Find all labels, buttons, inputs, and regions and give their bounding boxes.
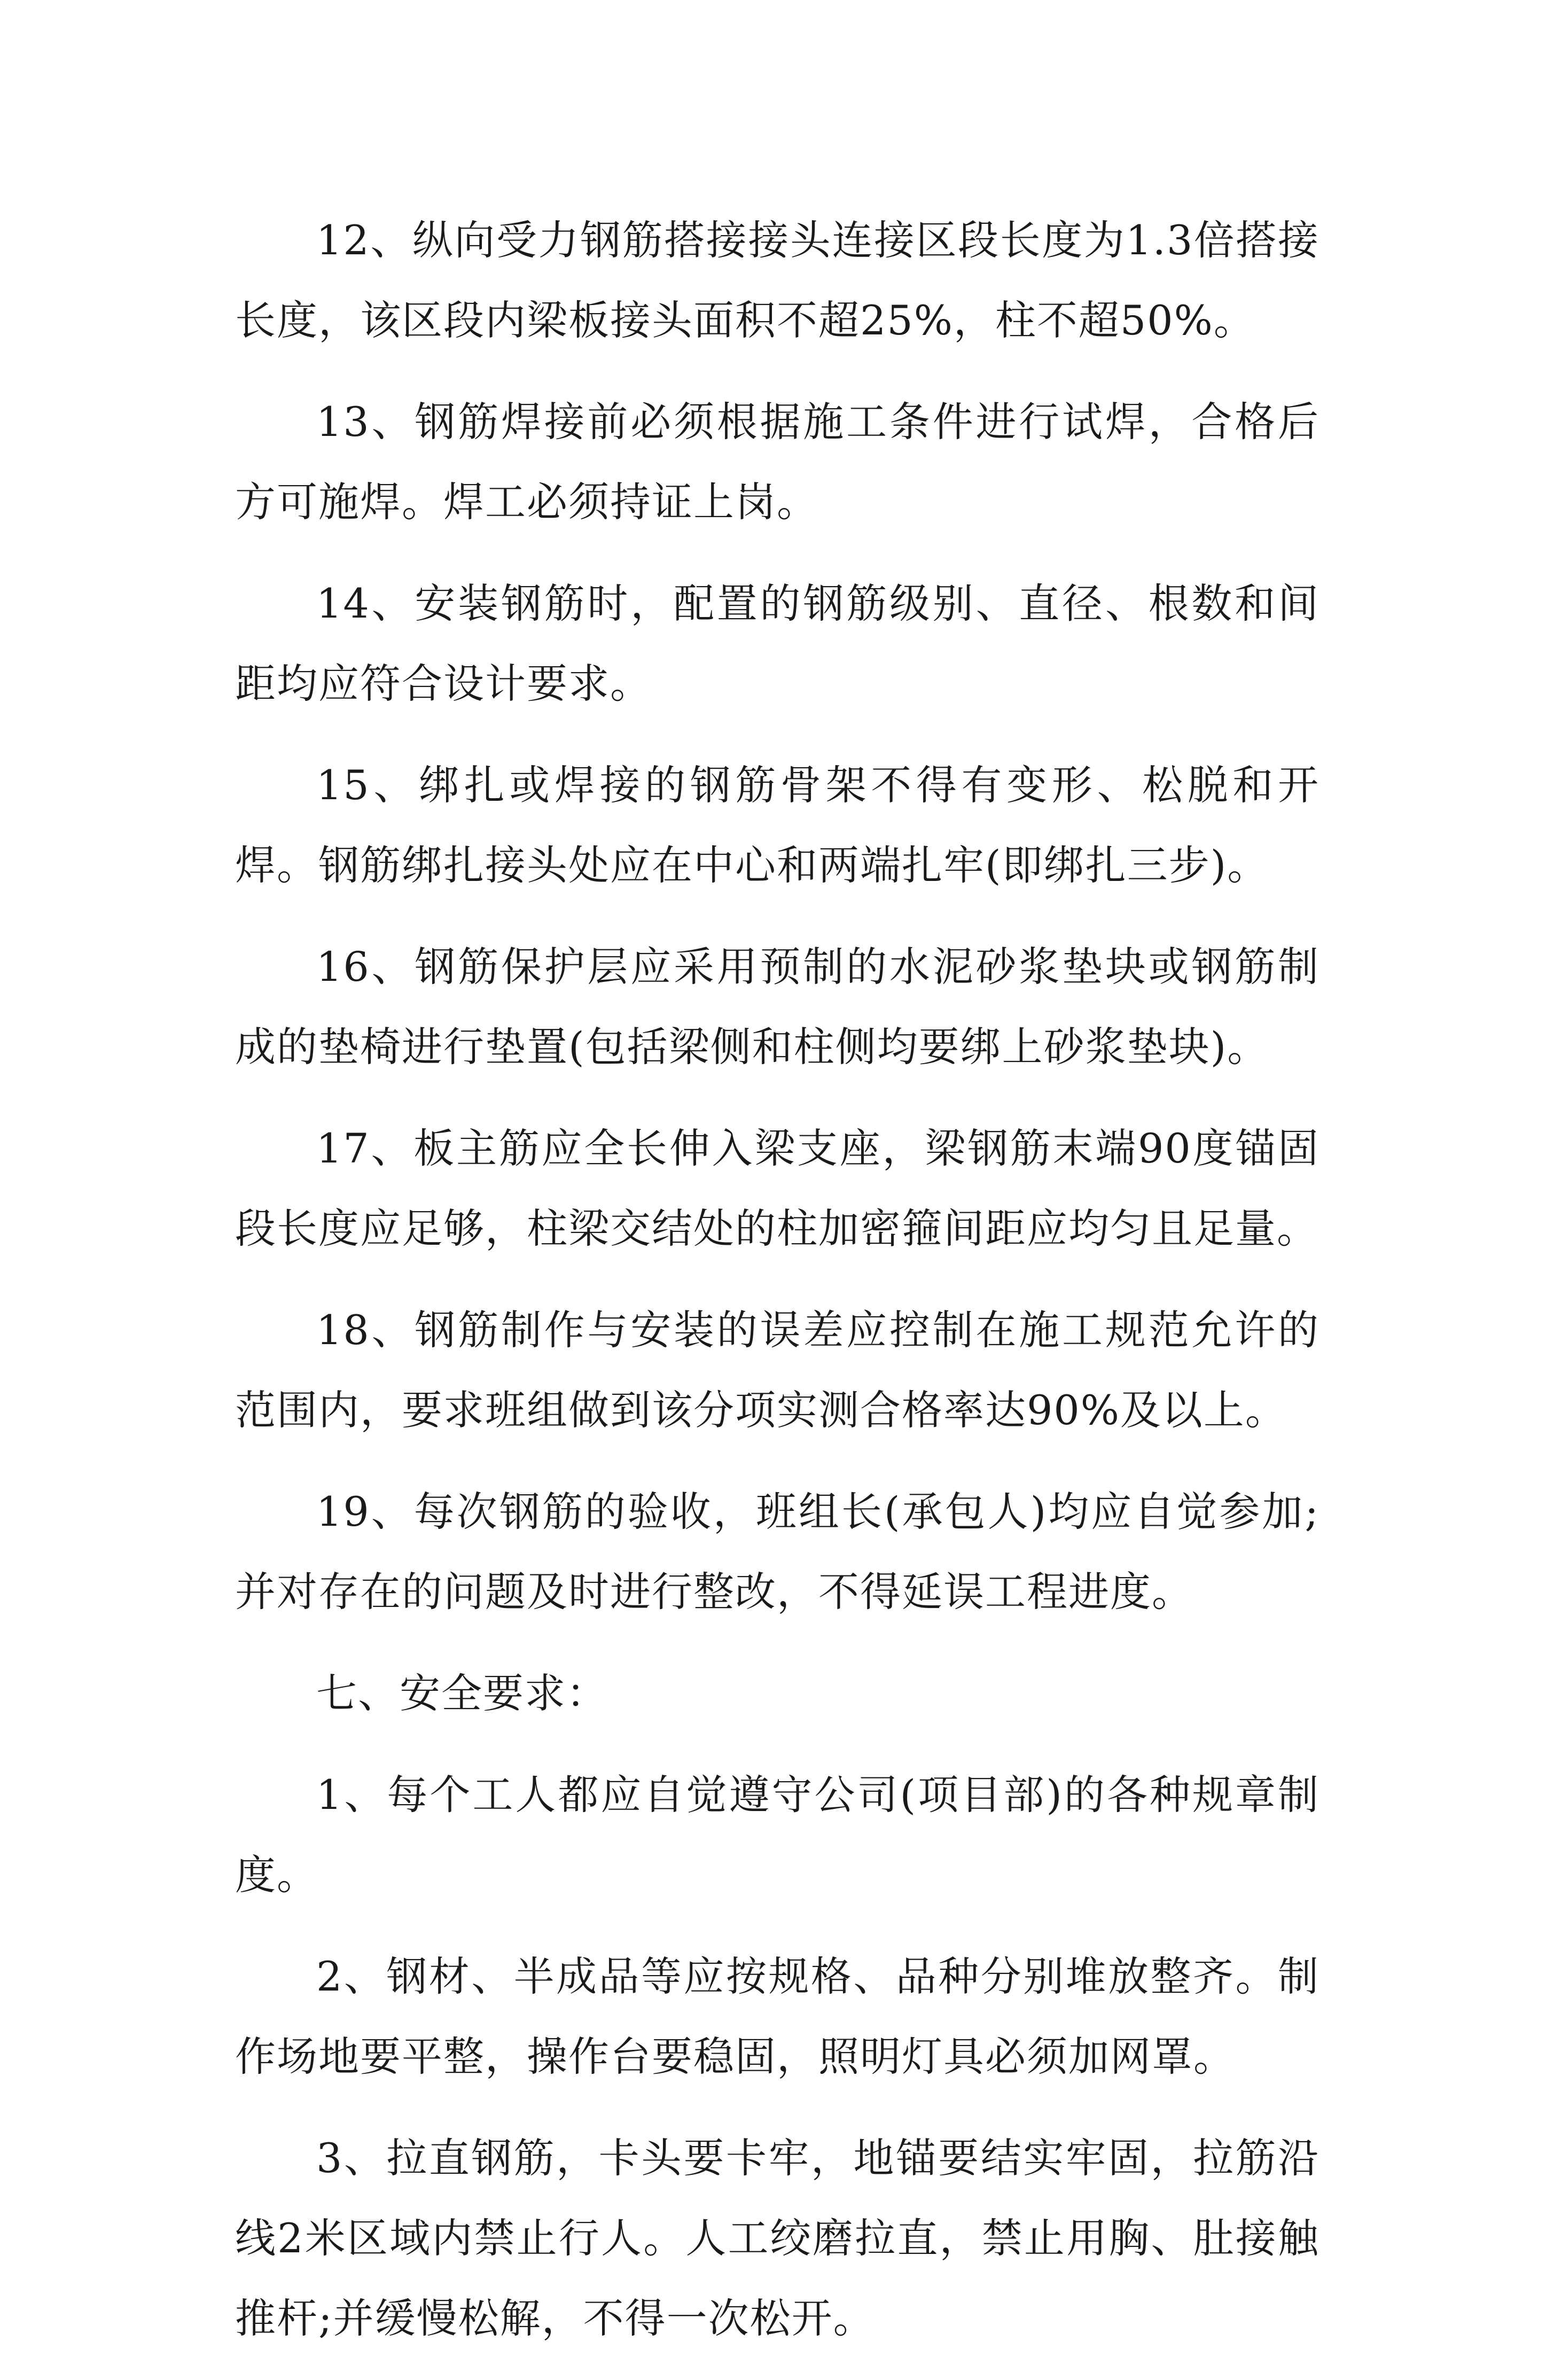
paragraph-18-tolerance: 18、钢筋制作与安装的误差应控制在施工规范允许的范围内，要求班组做到该分项实测合格率达90%及以上。 (235, 1306, 1319, 1434)
safety-item-1: 1、每个工人都应自觉遵守公司(项目部)的各种规章制度。 (235, 1771, 1319, 1899)
paragraph-14-installation: 14、安装钢筋时，配置的钢筋级别、直径、根数和间距均应符合设计要求。 (235, 580, 1319, 707)
safety-item-3: 3、拉直钢筋，卡头要卡牢，地锚要结实牢固，拉筋沿线2米区域内禁止行人。人工绞磨拉直，禁止用胸、肚接触推杆;并缓慢松解，不得一次松开。 (235, 2134, 1319, 2342)
document-body (235, 200, 1319, 2380)
paragraph-12-lap-splice: 12、纵向受力钢筋搭接接头连接区段长度为1.3倍搭接长度，该区段内梁板接头面积不超25%，柱不超50%。 (235, 216, 1319, 344)
paragraph-13-welding: 13、钢筋焊接前必须根据施工条件进行试焊，合格后方可施焊。焊工必须持证上岗。 (235, 398, 1319, 526)
paragraph-19-acceptance: 19、每次钢筋的验收，班组长(承包人)均应自觉参加;并对存在的问题及时进行整改，不得延误工程进度。 (235, 1488, 1319, 1616)
section-heading-safety: 七、安全要求： (316, 1669, 608, 1717)
paragraph-17-main-bars: 17、板主筋应全长伸入梁支座，梁钢筋末端90度锚固段长度应足够，柱梁交结处的柱加密箍间距应均匀且足量。 (235, 1125, 1319, 1252)
safety-item-2: 2、钢材、半成品等应按规格、品种分别堆放整齐。制作场地要平整，操作台要稳固，照明灯具必须加网罩。 (235, 1953, 1319, 2080)
paragraph-15-skeleton: 15、绑扎或焊接的钢筋骨架不得有变形、松脱和开焊。钢筋绑扎接头处应在中心和两端扎牢(即绑扎三步)。 (235, 761, 1319, 889)
paragraph-16-cover-layer: 16、钢筋保护层应采用预制的水泥砂浆垫块或钢筋制成的垫椅进行垫置(包括梁侧和柱侧均要绑上砂浆垫块)。 (235, 943, 1319, 1071)
